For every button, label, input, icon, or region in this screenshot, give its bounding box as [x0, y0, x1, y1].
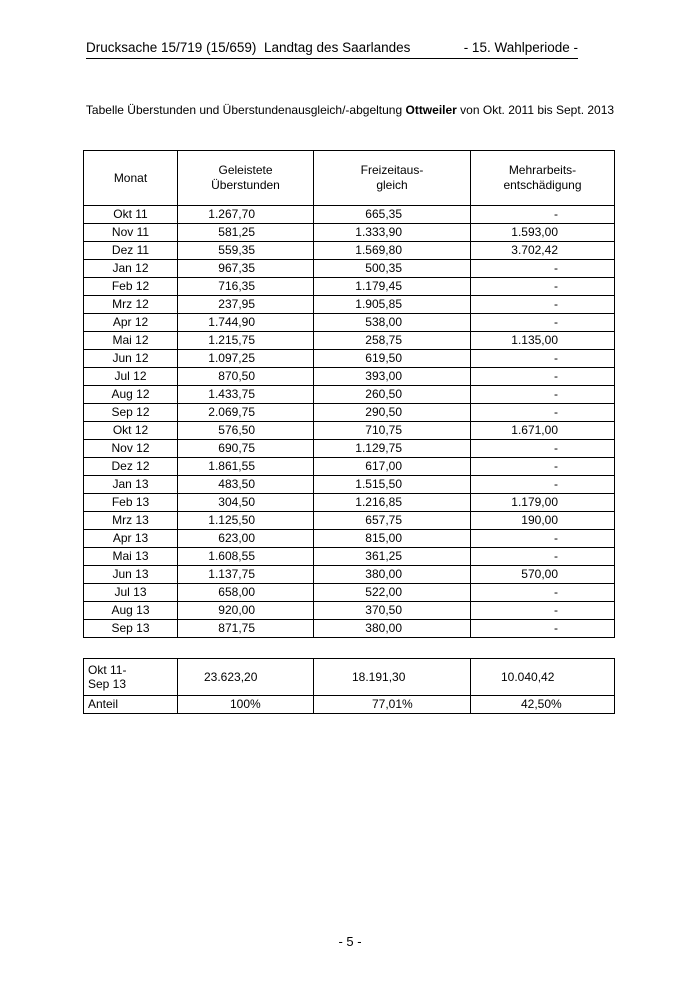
- table-row: [84, 368, 615, 386]
- cell-overtime: 2.069,75: [178, 404, 314, 422]
- table-row: [84, 296, 615, 314]
- header-period: - 15. Wahlperiode -: [463, 40, 578, 55]
- cell-overtime: 576,50: [178, 422, 314, 440]
- cell-compensatory-leave: 619,50: [314, 350, 471, 368]
- cell-month: Sep 13: [84, 620, 178, 638]
- table-row: [84, 584, 615, 602]
- cell-month: Mai 12: [84, 332, 178, 350]
- cell-overtime-pay: -: [471, 260, 615, 278]
- cell-compensatory-leave: 815,00: [314, 530, 471, 548]
- table-row: [84, 476, 615, 494]
- share-overtime-pay: 42,50%: [471, 696, 615, 714]
- cell-month: Jul 12: [84, 368, 178, 386]
- table-row: [84, 224, 615, 242]
- table-row: [84, 278, 615, 296]
- header-row: [84, 151, 615, 206]
- cell-overtime-pay: 1.593,00: [471, 224, 615, 242]
- table-caption: [0, 103, 700, 117]
- cell-overtime: 920,00: [178, 602, 314, 620]
- table-row: [84, 404, 615, 422]
- cell-month: Dez 12: [84, 458, 178, 476]
- cell-overtime-pay: -: [471, 602, 615, 620]
- cell-overtime: 690,75: [178, 440, 314, 458]
- total-overtime: 23.623,20: [178, 659, 314, 696]
- table-row: [84, 350, 615, 368]
- cell-overtime: 1.267,70: [178, 206, 314, 224]
- cell-compensatory-leave: 538,00: [314, 314, 471, 332]
- table-row: [84, 620, 615, 638]
- cell-overtime: 871,75: [178, 620, 314, 638]
- cell-overtime-pay: -: [471, 404, 615, 422]
- cell-overtime: 1.125,50: [178, 512, 314, 530]
- cell-overtime-pay: -: [471, 386, 615, 404]
- cell-month: Aug 12: [84, 386, 178, 404]
- cell-overtime: 581,25: [178, 224, 314, 242]
- cell-overtime-pay: 1.179,00: [471, 494, 615, 512]
- page-number: - 5 -: [338, 934, 362, 949]
- cell-overtime: 559,35: [178, 242, 314, 260]
- cell-overtime: 716,35: [178, 278, 314, 296]
- cell-overtime: 1.744,90: [178, 314, 314, 332]
- table-row: [84, 602, 615, 620]
- cell-overtime-pay: -: [471, 368, 615, 386]
- cell-overtime-pay: -: [471, 620, 615, 638]
- cell-overtime-pay: -: [471, 206, 615, 224]
- caption-text-before: Tabelle Überstunden und Überstundenausgleich/-abgeltung: [85, 103, 406, 117]
- cell-month: Feb 13: [84, 494, 178, 512]
- header-month: Monat: [84, 151, 178, 206]
- cell-overtime: 623,00: [178, 530, 314, 548]
- cell-compensatory-leave: 500,35: [314, 260, 471, 278]
- table-row: [84, 458, 615, 476]
- cell-compensatory-leave: 258,75: [314, 332, 471, 350]
- table-row: [84, 440, 615, 458]
- cell-month: Jul 13: [84, 584, 178, 602]
- cell-overtime-pay: -: [471, 296, 615, 314]
- summary-table: [83, 658, 615, 714]
- cell-compensatory-leave: 1.179,45: [314, 278, 471, 296]
- cell-overtime-pay: -: [471, 440, 615, 458]
- cell-overtime: 1.215,75: [178, 332, 314, 350]
- cell-overtime: 1.433,75: [178, 386, 314, 404]
- share-label: Anteil: [84, 696, 178, 714]
- total-period-label: Okt 11- Sep 13: [84, 659, 178, 696]
- table-row: [84, 206, 615, 224]
- cell-compensatory-leave: 1.905,85: [314, 296, 471, 314]
- header-document-number: Drucksache 15/719 (15/659): [86, 40, 257, 55]
- cell-overtime-pay: -: [471, 458, 615, 476]
- cell-overtime-pay: 190,00: [471, 512, 615, 530]
- cell-month: Dez 11: [84, 242, 178, 260]
- cell-compensatory-leave: 361,25: [314, 548, 471, 566]
- cell-month: Apr 13: [84, 530, 178, 548]
- cell-month: Feb 12: [84, 278, 178, 296]
- cell-overtime: 658,00: [178, 584, 314, 602]
- table-row: [84, 242, 615, 260]
- table-row: [84, 332, 615, 350]
- header-compensatory-leave: Freizeitaus- gleich: [314, 151, 471, 206]
- total-overtime-pay: 10.040,42: [471, 659, 615, 696]
- caption-location: Ottweiler: [405, 103, 457, 117]
- cell-month: Nov 11: [84, 224, 178, 242]
- table-row: [84, 386, 615, 404]
- cell-month: Mrz 13: [84, 512, 178, 530]
- cell-overtime: 870,50: [178, 368, 314, 386]
- cell-overtime-pay: -: [471, 314, 615, 332]
- cell-month: Mrz 12: [84, 296, 178, 314]
- cell-compensatory-leave: 393,00: [314, 368, 471, 386]
- cell-compensatory-leave: 380,00: [314, 566, 471, 584]
- cell-overtime: 237,95: [178, 296, 314, 314]
- cell-compensatory-leave: 1.515,50: [314, 476, 471, 494]
- cell-compensatory-leave: 522,00: [314, 584, 471, 602]
- cell-overtime: 1.097,25: [178, 350, 314, 368]
- cell-month: Sep 12: [84, 404, 178, 422]
- total-row: [84, 659, 615, 696]
- cell-month: Nov 12: [84, 440, 178, 458]
- cell-compensatory-leave: 260,50: [314, 386, 471, 404]
- cell-compensatory-leave: 710,75: [314, 422, 471, 440]
- table-header: [84, 151, 615, 206]
- share-overtime: 100%: [178, 696, 314, 714]
- cell-compensatory-leave: 1.129,75: [314, 440, 471, 458]
- cell-month: Jan 13: [84, 476, 178, 494]
- table-row: [84, 422, 615, 440]
- cell-overtime: 1.861,55: [178, 458, 314, 476]
- cell-compensatory-leave: 665,35: [314, 206, 471, 224]
- cell-compensatory-leave: 1.216,85: [314, 494, 471, 512]
- header-overtime: Geleistete Überstunden: [178, 151, 314, 206]
- table-row: [84, 494, 615, 512]
- table-row: [84, 314, 615, 332]
- cell-overtime-pay: 570,00: [471, 566, 615, 584]
- cell-overtime-pay: -: [471, 548, 615, 566]
- header-parliament: Landtag des Saarlandes: [264, 40, 411, 55]
- cell-month: Okt 12: [84, 422, 178, 440]
- cell-month: Aug 13: [84, 602, 178, 620]
- cell-overtime: 1.608,55: [178, 548, 314, 566]
- table-row: [84, 512, 615, 530]
- cell-compensatory-leave: 657,75: [314, 512, 471, 530]
- cell-overtime-pay: -: [471, 476, 615, 494]
- overtime-table: [83, 150, 615, 638]
- cell-overtime-pay: -: [471, 530, 615, 548]
- cell-month: Okt 11: [84, 206, 178, 224]
- cell-compensatory-leave: 290,50: [314, 404, 471, 422]
- table-row: [84, 548, 615, 566]
- cell-overtime-pay: 1.135,00: [471, 332, 615, 350]
- cell-month: Jun 12: [84, 350, 178, 368]
- cell-compensatory-leave: 617,00: [314, 458, 471, 476]
- table-row: [84, 566, 615, 584]
- table-row: [84, 260, 615, 278]
- caption-text-after: von Okt. 2011 bis Sept. 2013: [456, 103, 615, 117]
- cell-overtime-pay: 3.702,42: [471, 242, 615, 260]
- cell-overtime-pay: -: [471, 350, 615, 368]
- header-overtime-pay: Mehrarbeits- entschädigung: [471, 151, 615, 206]
- table-body: [84, 206, 615, 638]
- cell-compensatory-leave: 380,00: [314, 620, 471, 638]
- cell-overtime-pay: -: [471, 278, 615, 296]
- cell-overtime-pay: 1.671,00: [471, 422, 615, 440]
- cell-month: Apr 12: [84, 314, 178, 332]
- share-compensatory-leave: 77,01%: [314, 696, 471, 714]
- cell-month: Jan 12: [84, 260, 178, 278]
- cell-month: Jun 13: [84, 566, 178, 584]
- cell-overtime: 483,50: [178, 476, 314, 494]
- cell-compensatory-leave: 370,50: [314, 602, 471, 620]
- cell-month: Mai 13: [84, 548, 178, 566]
- cell-overtime: 967,35: [178, 260, 314, 278]
- cell-overtime: 304,50: [178, 494, 314, 512]
- total-compensatory-leave: 18.191,30: [314, 659, 471, 696]
- document-header: [86, 40, 578, 59]
- cell-compensatory-leave: 1.569,80: [314, 242, 471, 260]
- cell-compensatory-leave: 1.333,90: [314, 224, 471, 242]
- share-row: [84, 696, 615, 714]
- cell-overtime: 1.137,75: [178, 566, 314, 584]
- table-row: [84, 530, 615, 548]
- cell-overtime-pay: -: [471, 584, 615, 602]
